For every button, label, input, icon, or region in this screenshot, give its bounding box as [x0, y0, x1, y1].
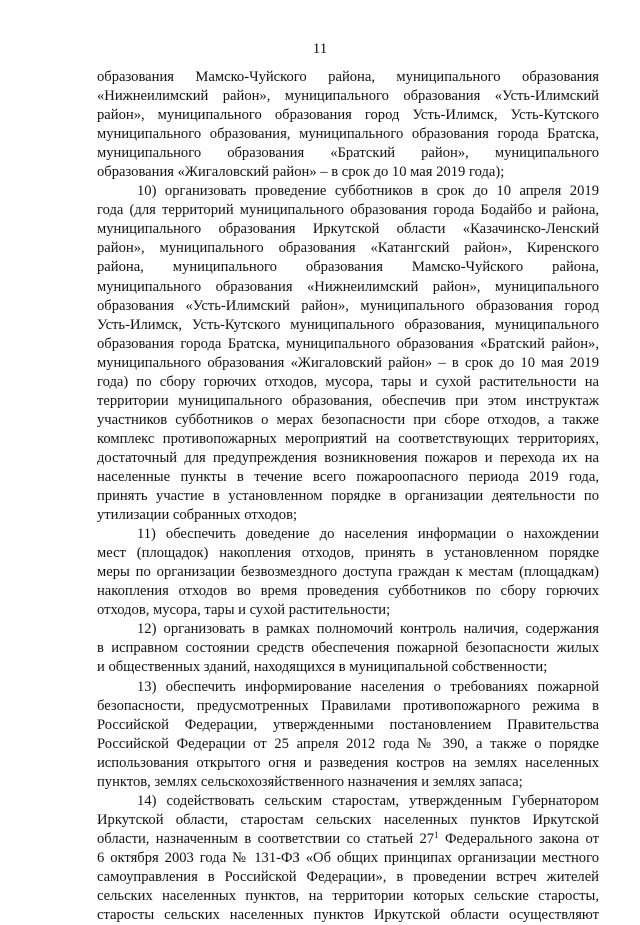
text-line: район», муниципального образования «Катангский район», Киренского [97, 240, 599, 257]
text-line-with-article-reference [97, 830, 599, 849]
text-line: пунктов, землях сельскохозяйственного назначения и землях запаса; [97, 773, 523, 790]
text-line: принять участие в установленном порядке в организации деятельности по [97, 488, 599, 505]
text-line: муниципального образования, муниципального образования города Братска, [97, 126, 599, 143]
text-line: отходов, мусора, тары и сухой растительности; [97, 602, 391, 619]
text-line: муниципального образования «Братский район», муниципального [97, 145, 599, 162]
text-line-part: области, назначенным в соответствии со статьей 27 [97, 830, 435, 847]
text-line: муниципального образования Иркутской области «Казачинско-Ленский [97, 221, 599, 238]
text-line: самоуправления в Российской Федерации», в проведении встреч жителей [97, 868, 599, 885]
text-line: утилизации собранных отходов; [97, 507, 298, 524]
text-line: территории муниципального образования, обеспечив при этом инструктаж [97, 392, 599, 409]
text-line: меры по организации безвозмездного доступа граждан к местам (площадкам) [97, 564, 599, 581]
text-line: участников субботников о мерах безопасности при сборе отходов, а также [97, 411, 599, 428]
text-line: муниципального образования «Нижнеилимский район», муниципального [97, 278, 599, 295]
text-line: муниципального образования «Жигаловский район» – в срок до 10 мая 2019 [97, 354, 599, 371]
text-line: и общественных зданий, находящихся в муниципальной собственности; [97, 659, 548, 676]
text-line: мест (площадок) накопления отходов, принять в установленном порядке [97, 545, 599, 562]
text-line: накопления отходов во время проведения субботников по сбору горючих [97, 583, 599, 600]
paragraph-10-start: 10) организовать проведение субботников в срок до 10 апреля 2019 [137, 183, 599, 200]
text-line: Усть-Илимск, Усть-Кутского муниципального образования, муниципального [97, 316, 599, 333]
document-body [97, 68, 599, 925]
text-line: в исправном состоянии средств обеспечения пожарной безопасности жилых [97, 640, 599, 657]
text-line: «Нижнеилимский район», муниципального образования «Усть-Илимский [97, 88, 599, 105]
text-line: образования города Братска, муниципального образования «Братский район», [97, 335, 599, 352]
text-line: Российской Федерации, утвержденными постановлением Правительства [97, 716, 599, 733]
article-superscript: 1 [434, 829, 439, 840]
text-line: Российской Федерации от 25 апреля 2012 года № 390, а также о порядке [97, 735, 599, 752]
text-line: старосты сельских населенных пунктов Иркутской области осуществляют [97, 907, 599, 924]
text-line: образования «Усть-Илимский район», муниципального образования город [97, 297, 599, 314]
text-line: года) по сбору горючих отходов, мусора, тары и сухой растительности на [97, 373, 599, 390]
text-line: образования Мамско-Чуйского района, муниципального образования [97, 69, 599, 85]
text-line: достаточный для предупреждения возникновения пожаров и перехода их на [97, 449, 599, 466]
paragraph-12-start: 12) организовать в рамках полномочий контроль наличия, содержания [137, 621, 599, 638]
paragraph-14-start: 14) содействовать сельским старостам, утвержденным Губернатором [137, 792, 599, 809]
text-line: Иркутской области, старостам сельских населенных пунктов Иркутской [97, 811, 599, 828]
text-line: года (для территорий муниципального образования города Бодайбо и района, [97, 202, 599, 219]
paragraph-11-start: 11) обеспечить доведение до населения информации о нахождении [137, 526, 599, 543]
text-line: район», муниципального образования город Усть-Илимск, Усть-Кутского [97, 107, 599, 124]
text-line: населенные пункты в течение всего пожароопасного периода 2019 года, [97, 468, 599, 485]
text-line: 6 октября 2003 года № 131-ФЗ «Об общих принципах организации местного [97, 849, 599, 866]
text-line: района, муниципального образования Мамско-Чуйского района, [97, 259, 599, 276]
text-line: безопасности, предусмотренных Правилами противопожарного режима в [97, 697, 599, 714]
text-line: сельских населенных пунктов, на территории которых сельские старосты, [97, 888, 599, 905]
page-number: 11 [312, 41, 328, 57]
text-line: комплекс противопожарных мероприятий на соответствующих территориях, [97, 430, 599, 447]
text-line: образования «Жигаловский район» – в срок до 10 мая 2019 года); [97, 164, 505, 181]
text-line: использования открытого огня и разведения костров на землях населенных [97, 754, 599, 771]
paragraph-13-start: 13) обеспечить информирование населения о требованиях пожарной [137, 678, 599, 695]
text-line-part: Федерального закона от [445, 830, 599, 847]
